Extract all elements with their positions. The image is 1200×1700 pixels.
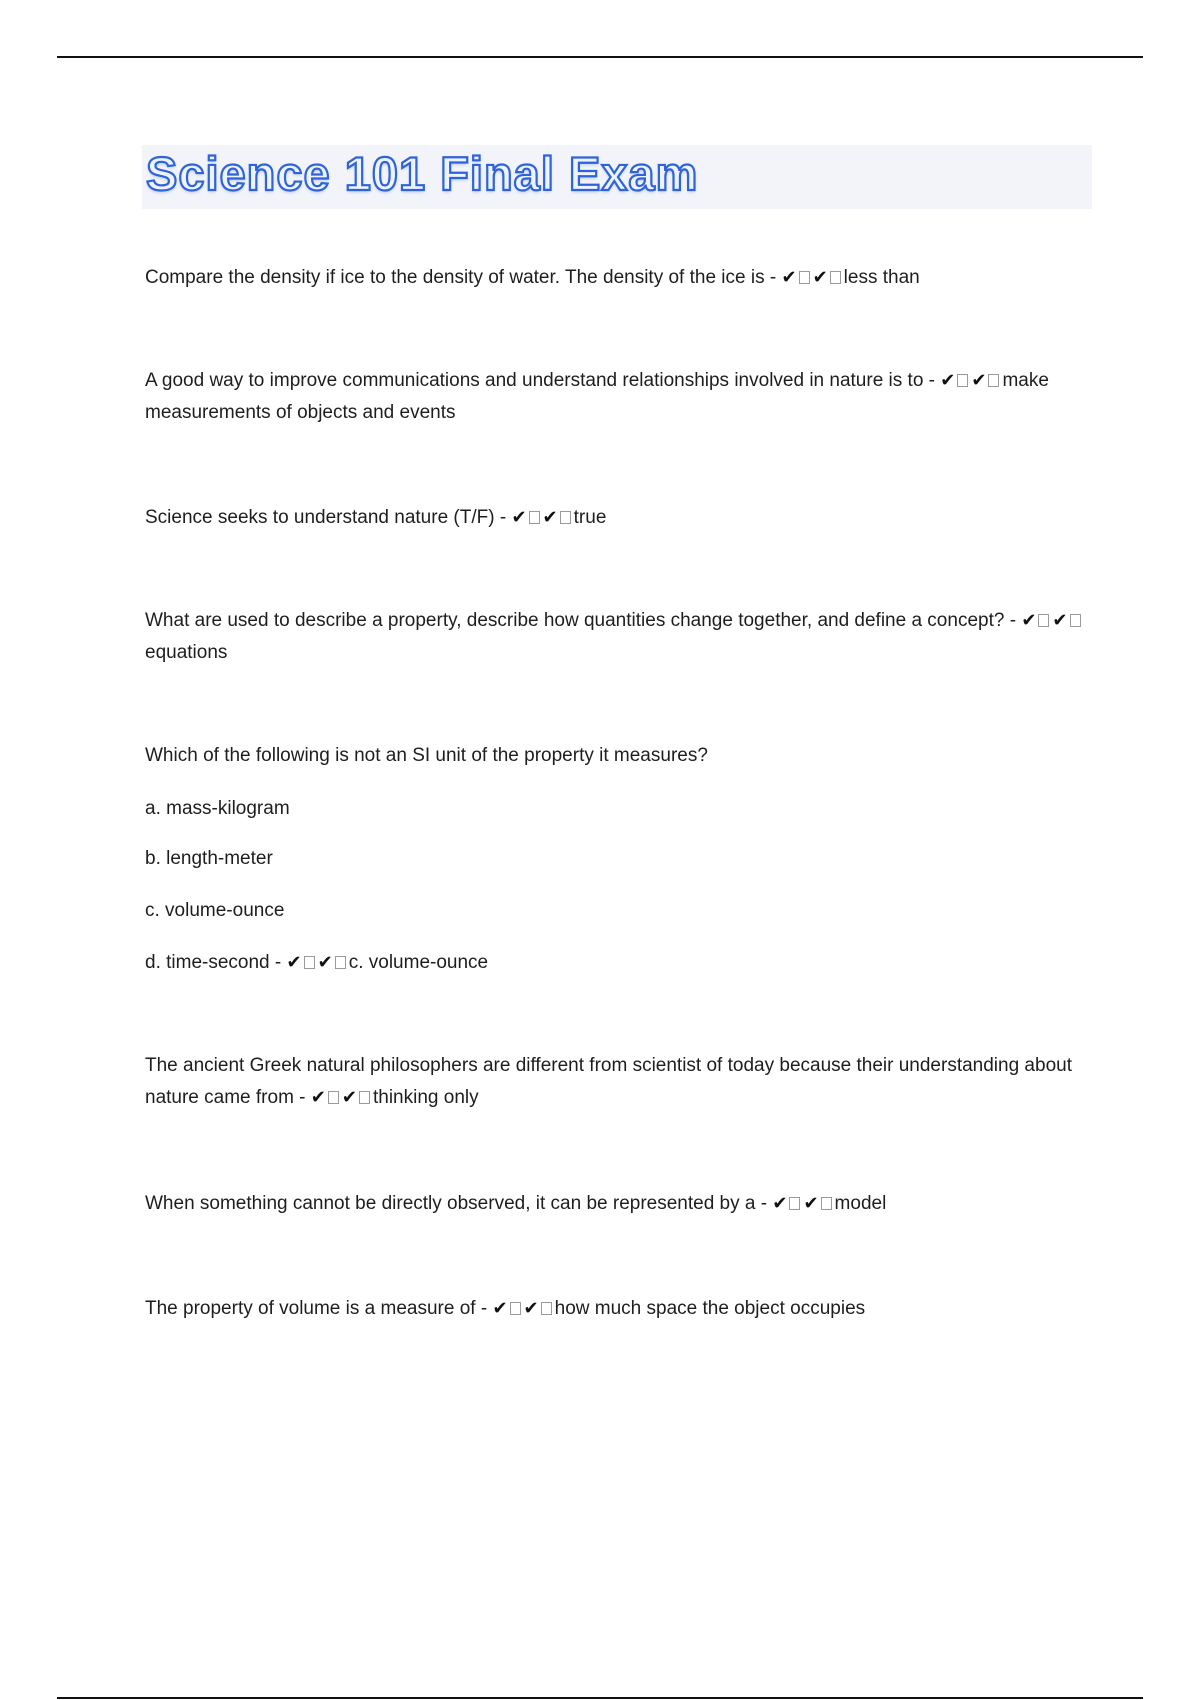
answer-text: less than	[843, 267, 920, 288]
qa-item	[145, 365, 1095, 429]
check-mark-icon: ✔	[492, 1298, 508, 1319]
question-text: Science seeks to understand nature (T/F)	[145, 507, 495, 528]
missing-glyph-box-icon	[510, 1302, 521, 1315]
missing-glyph-box-icon	[328, 1091, 339, 1104]
check-mark-icon: ✔	[971, 370, 987, 391]
missing-glyph-box-icon	[359, 1091, 370, 1104]
check-mark-icon: ✔	[317, 952, 333, 973]
check-mark-icon: ✔	[523, 1298, 539, 1319]
missing-glyph-box-icon	[1070, 614, 1081, 627]
qa-item	[145, 262, 1095, 294]
missing-glyph-box-icon	[988, 374, 999, 387]
answer-separator: -	[923, 370, 941, 391]
check-mark-icon: ✔	[772, 1193, 788, 1214]
answer-text: equations	[145, 642, 228, 663]
qa-line	[145, 947, 1095, 979]
missing-glyph-box-icon	[957, 374, 968, 387]
question-text: The ancient Greek natural philosophers are different from scientist of today because their understanding about nature came from	[145, 1055, 1072, 1108]
option-text: c. volume-ounce	[145, 900, 285, 921]
qa-item	[145, 1293, 1095, 1325]
check-mark-icon: ✔	[781, 267, 797, 288]
answer-separator: -	[269, 952, 287, 973]
qa-line	[145, 1050, 1095, 1114]
option-item	[145, 895, 1095, 927]
missing-glyph-box-icon	[830, 271, 841, 284]
check-mark-icon: ✔	[341, 1087, 357, 1108]
missing-glyph-box-icon	[529, 511, 540, 524]
check-mark-icon: ✔	[812, 267, 828, 288]
question-text: Which of the following is not an SI unit of the property it measures?	[145, 745, 708, 766]
question-text: When something cannot be directly observed, it can be represented by a	[145, 1193, 756, 1214]
check-mark-icon: ✔	[310, 1087, 326, 1108]
missing-glyph-box-icon	[304, 956, 315, 969]
answer-separator: -	[755, 1193, 773, 1214]
missing-glyph-box-icon	[799, 271, 810, 284]
qa-line	[145, 1293, 1095, 1325]
option-text: d. time-second	[145, 952, 270, 973]
bottom-rule	[57, 1697, 1143, 1699]
top-rule	[57, 56, 1143, 58]
check-mark-icon: ✔	[1021, 610, 1037, 631]
qa-line	[145, 1188, 1095, 1220]
answer-text: model	[834, 1193, 887, 1214]
qa-line	[145, 605, 1095, 669]
document-title: Science 101 Final Exam	[146, 147, 699, 200]
answer-separator: -	[764, 267, 782, 288]
answer-separator: -	[475, 1298, 493, 1319]
answer-separator: -	[1004, 610, 1022, 631]
option-text: a. mass-kilogram	[145, 798, 290, 819]
answer-text: how much space the object occupies	[554, 1298, 866, 1319]
answer-separator: -	[293, 1087, 311, 1108]
missing-glyph-box-icon	[821, 1197, 832, 1210]
question-text: The property of volume is a measure of	[145, 1298, 476, 1319]
qa-item	[145, 1050, 1095, 1114]
qa-line	[145, 365, 1095, 429]
qa-item	[145, 947, 1095, 979]
missing-glyph-box-icon	[560, 511, 571, 524]
qa-line	[145, 262, 1095, 294]
qa-item	[145, 1188, 1095, 1220]
question-text: What are used to describe a property, describe how quantities change together, and define a concept?	[145, 610, 1005, 631]
qa-item	[145, 740, 1095, 772]
question-text: Compare the density if ice to the density of water. The density of the ice is	[145, 267, 765, 288]
missing-glyph-box-icon	[1038, 614, 1049, 627]
check-mark-icon: ✔	[542, 507, 558, 528]
check-mark-icon: ✔	[803, 1193, 819, 1214]
qa-item	[145, 605, 1095, 669]
missing-glyph-box-icon	[789, 1197, 800, 1210]
option-text: b. length-meter	[145, 848, 273, 869]
answer-text: true	[573, 507, 607, 528]
check-mark-icon: ✔	[511, 507, 527, 528]
missing-glyph-box-icon	[541, 1302, 552, 1315]
answer-text: thinking only	[372, 1087, 479, 1108]
option-item	[145, 843, 1095, 875]
check-mark-icon: ✔	[1052, 610, 1068, 631]
answer-separator: -	[494, 507, 512, 528]
answer-text: make measurements of objects and events	[145, 370, 1049, 423]
check-mark-icon: ✔	[940, 370, 956, 391]
answer-text: c. volume-ounce	[348, 952, 489, 973]
option-item	[145, 793, 1095, 825]
question-text: A good way to improve communications and understand relationships involved in nature is to	[145, 370, 924, 391]
qa-line	[145, 502, 1095, 534]
qa-item	[145, 502, 1095, 534]
check-mark-icon: ✔	[286, 952, 302, 973]
missing-glyph-box-icon	[335, 956, 346, 969]
